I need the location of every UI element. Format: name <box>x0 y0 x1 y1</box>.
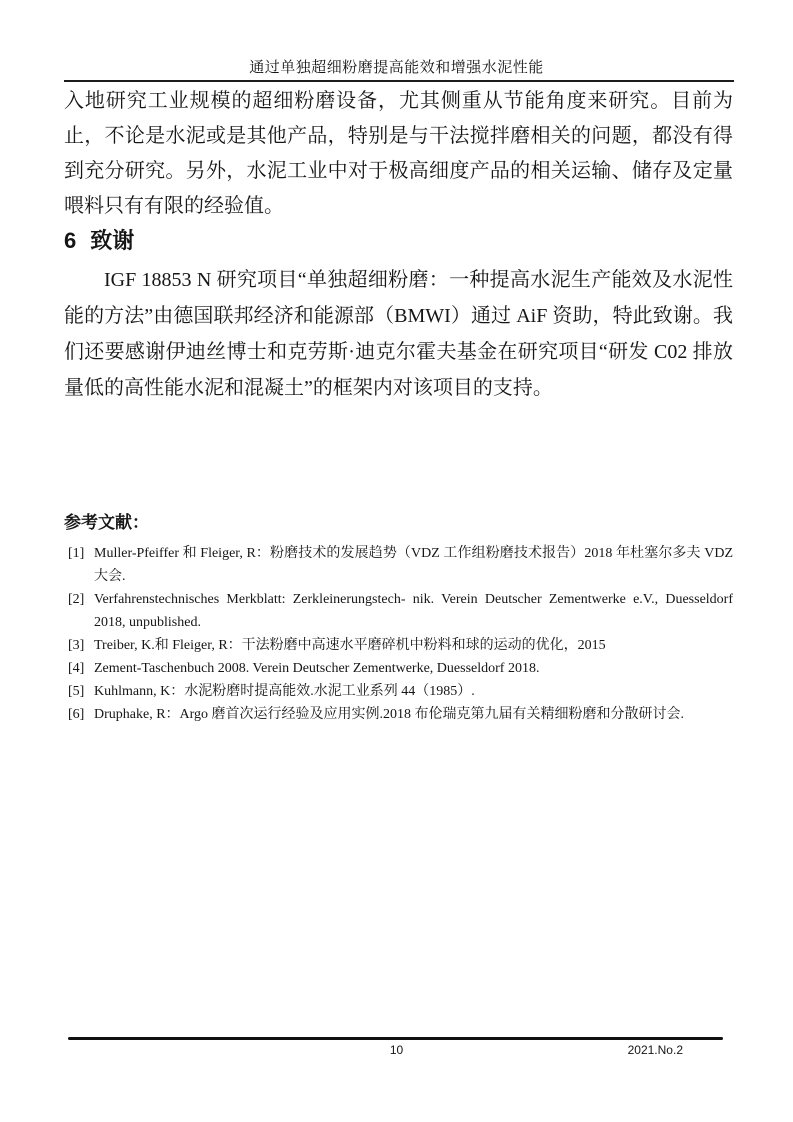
reference-text: Kuhlmann, K：水泥粉磨时提高能效.水泥工业系列 44（1985）. <box>94 684 475 699</box>
reference-marker: [1] <box>68 546 85 561</box>
reference-text: Treiber, K.和 Fleiger, R：干法粉磨中高速水平磨碎机中粉料和球的运动的优化，2015 <box>94 638 606 653</box>
reference-marker: [3] <box>68 638 85 653</box>
reference-item <box>68 680 733 703</box>
section-heading-acknowledgments <box>64 226 733 256</box>
reference-item <box>68 542 733 588</box>
reference-item <box>68 634 733 657</box>
reference-marker: [5] <box>68 684 85 699</box>
reference-text: Verfahrenstechnisches Merkblatt: Zerkleinerungstech- nik. Verein Deutscher Zementwerke e.V., Duesseldorf 2018, unpublished. <box>94 592 733 630</box>
references-heading: 参考文献： <box>64 513 149 532</box>
reference-item <box>68 588 733 634</box>
reference-item <box>68 657 733 680</box>
acknowledgment-paragraph: IGF 18853 N 研究项目“单独超细粉磨：一种提高水泥生产能效及水泥性能的方法”由德国联邦经济和能源部（BMWI）通过 AiF 资助，特此致谢。我们还要感谢伊迪丝博士和克劳斯·迪克尔霍夫基金在研究项目“研发 C02 排放量低的高性能水泥和混凝土”的框架内对该项目的支持。 <box>64 269 733 399</box>
body-paragraph-continuation: 入地研究工业规模的超细粉磨设备，尤其侧重从节能角度来研究。目前为止，不论是水泥或是其他产品，特别是与干法搅拌磨相关的问题，都没有得到充分研究。另外，水泥工业中对于极高细度产品的相关运输、储存及定量喂料只有有限的经验值。 <box>64 90 733 217</box>
reference-text: Zement-Taschenbuch 2008. Verein Deutscher Zementwerke, Duesseldorf 2018. <box>94 661 540 676</box>
reference-item <box>68 703 733 726</box>
reference-marker: [2] <box>68 592 85 607</box>
main-content <box>64 84 733 726</box>
running-header-title: 通过单独超细粉磨提高能效和增强水泥性能 <box>249 60 544 76</box>
header-rule <box>64 80 734 82</box>
reference-marker: [6] <box>68 707 85 722</box>
footer-issue-label: 2021.No.2 <box>627 1043 683 1057</box>
section-number: 6 <box>64 228 77 253</box>
reference-marker: [4] <box>68 661 85 676</box>
footer-page-number: 10 <box>389 1043 404 1057</box>
reference-text: Muller-Pfeiffer 和 Fleiger, R：粉磨技术的发展趋势（VDZ 工作组粉磨技术报告）2018 年杜塞尔多夫 VDZ 大会. <box>94 546 733 584</box>
section-title: 致谢 <box>90 228 135 253</box>
references-list <box>64 542 733 726</box>
footer-rule <box>68 1037 723 1040</box>
reference-text: Druphake, R：Argo 磨首次运行经验及应用实例.2018 布伦瑞克第九届有关精细粉磨和分散研讨会. <box>94 707 685 722</box>
